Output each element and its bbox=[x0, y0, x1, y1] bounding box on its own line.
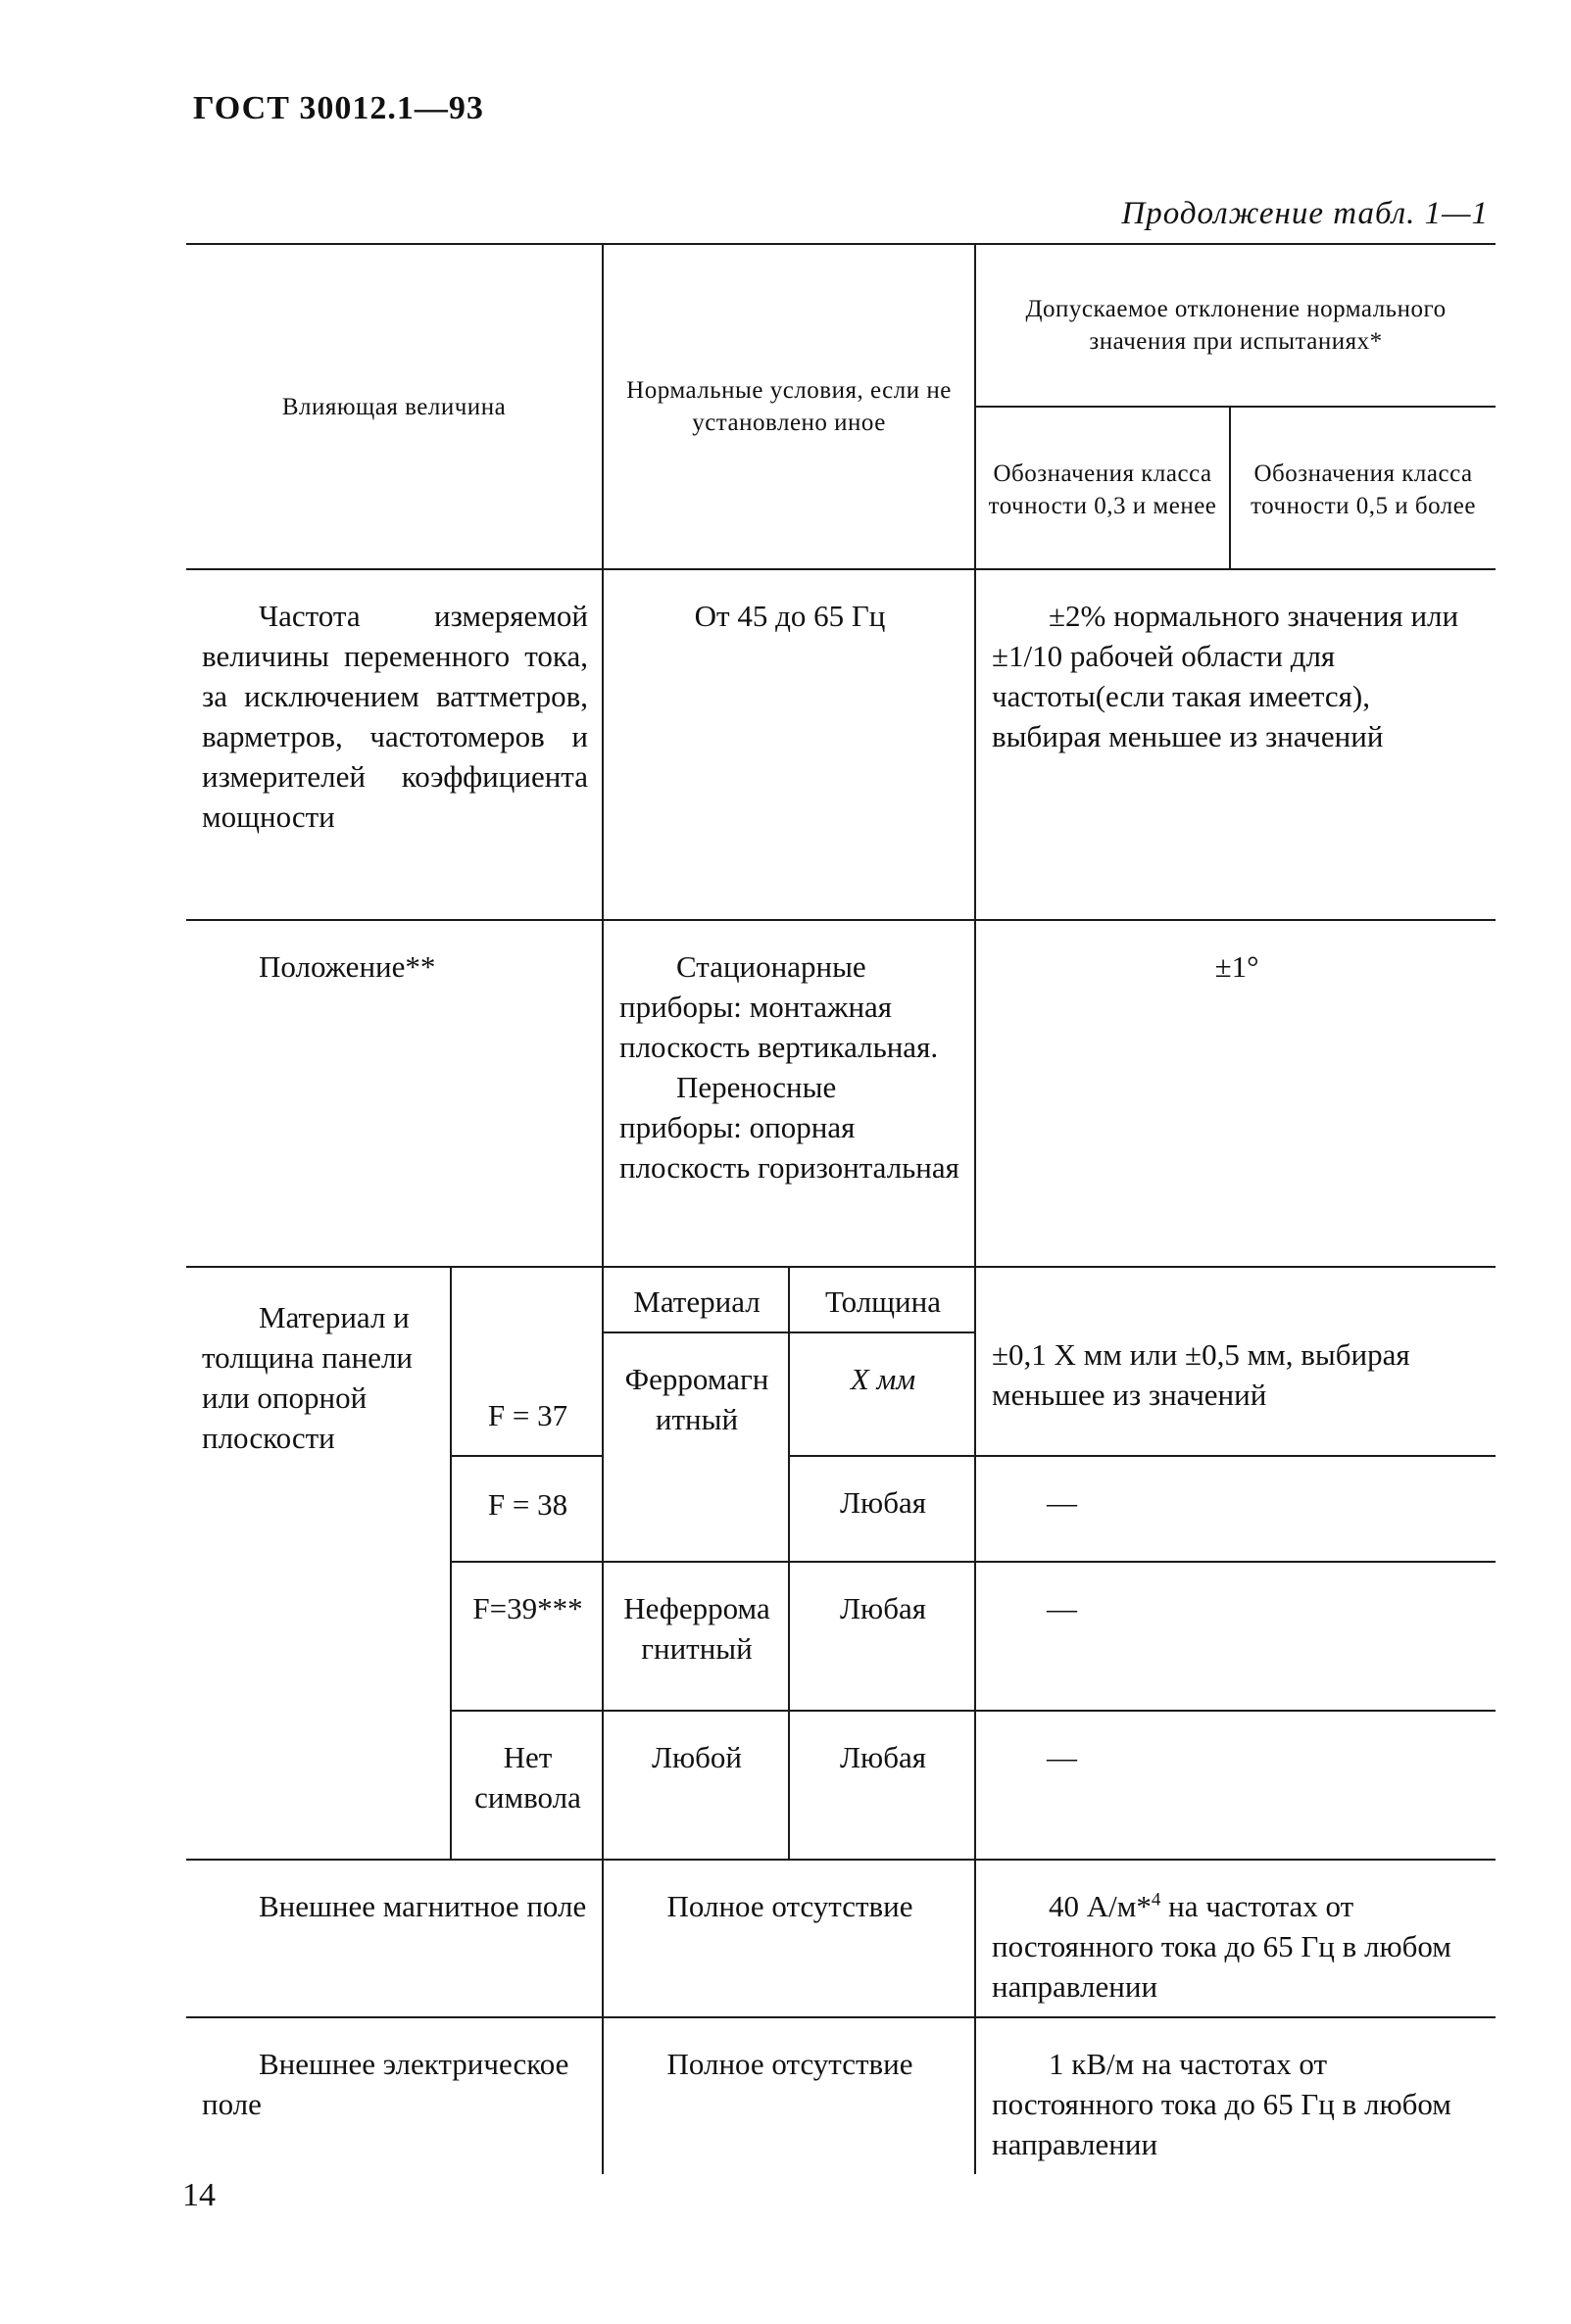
panel-material: Ферромагнитный bbox=[603, 1332, 789, 1562]
position-normal-portable: Переносные приборы: опорная плоскость горизонтальная bbox=[619, 1070, 959, 1185]
panel-material: Неферромагнитный bbox=[603, 1562, 789, 1711]
panel-name: Материал и толщина панели или опорной плоскости bbox=[186, 1267, 451, 1860]
frequency-name: Частота измеряемой величины переменного тока, за исключением ваттметров, варметров, частотомеров и измерителей коэффициента мощности bbox=[186, 569, 603, 920]
frequency-deviation: ±2% нормального значения или ±1/10 рабочей области для частоты(если такая имеется), выбирая меньшее из значений bbox=[975, 569, 1496, 920]
panel-symbol: F = 38 bbox=[451, 1456, 603, 1562]
page-number: 14 bbox=[182, 2177, 216, 2213]
panel-thickness: Любая bbox=[789, 1711, 975, 1860]
magnetic-normal: Полное отсутствие bbox=[603, 1860, 975, 2017]
header-influence: Влияющая величина bbox=[186, 244, 603, 569]
panel-deviation: — bbox=[975, 1562, 1496, 1711]
panel-symbol: F = 37 bbox=[451, 1267, 603, 1456]
magnetic-name: Внешнее магнитное поле bbox=[186, 1860, 603, 2017]
position-deviation: ±1° bbox=[975, 920, 1496, 1267]
panel-thickness: X мм bbox=[789, 1332, 975, 1456]
panel-thickness: Любая bbox=[789, 1456, 975, 1562]
electric-name: Внешнее электрическое поле bbox=[186, 2017, 603, 2174]
electric-deviation: 1 кВ/м на частотах от постоянного тока до 65 Гц в любом направлении bbox=[975, 2017, 1496, 2174]
panel-material-header: Материал bbox=[603, 1267, 789, 1332]
position-normal bbox=[603, 920, 975, 1267]
table-continuation-label: Продолжение табл. 1—1 bbox=[1121, 196, 1489, 231]
panel-thickness-header: Толщина bbox=[789, 1267, 975, 1332]
electric-normal: Полное отсутствие bbox=[603, 2017, 975, 2174]
position-normal-stationary: Стационарные приборы: монтажная плоскость вертикальная. bbox=[619, 949, 939, 1064]
header-class-low: Обозначения класса точности 0,3 и менее bbox=[975, 407, 1230, 569]
panel-deviation: — bbox=[975, 1711, 1496, 1860]
panel-material: Любой bbox=[603, 1711, 789, 1860]
panel-symbol: Нет символа bbox=[451, 1711, 603, 1860]
header-class-high: Обозначения класса точности 0,5 и более bbox=[1230, 407, 1496, 569]
header-normal-conditions: Нормальные условия, если не установлено иное bbox=[603, 244, 975, 569]
table-row bbox=[186, 569, 1496, 920]
table-row bbox=[186, 1267, 1496, 1332]
header-allowed-deviation: Допускаемое отклонение нормального значения при испытаниях* bbox=[975, 244, 1496, 407]
panel-deviation: ±0,1 X мм или ±0,5 мм, выбирая меньшее из значений bbox=[975, 1267, 1496, 1456]
position-name: Положение** bbox=[186, 920, 603, 1267]
panel-thickness: Любая bbox=[789, 1562, 975, 1711]
magnetic-deviation: 40 А/м*$^4$ на частотах от постоянного тока до 65 Гц в любом направлении bbox=[975, 1860, 1496, 2017]
table-row bbox=[186, 1860, 1496, 2017]
table-row bbox=[186, 2017, 1496, 2174]
frequency-normal: От 45 до 65 Гц bbox=[603, 569, 975, 920]
requirements-table bbox=[186, 243, 1496, 2174]
panel-deviation: — bbox=[975, 1456, 1496, 1562]
table-row bbox=[186, 920, 1496, 1267]
panel-symbol: F=39*** bbox=[451, 1562, 603, 1711]
document-code: ГОСТ 30012.1—93 bbox=[193, 90, 484, 126]
